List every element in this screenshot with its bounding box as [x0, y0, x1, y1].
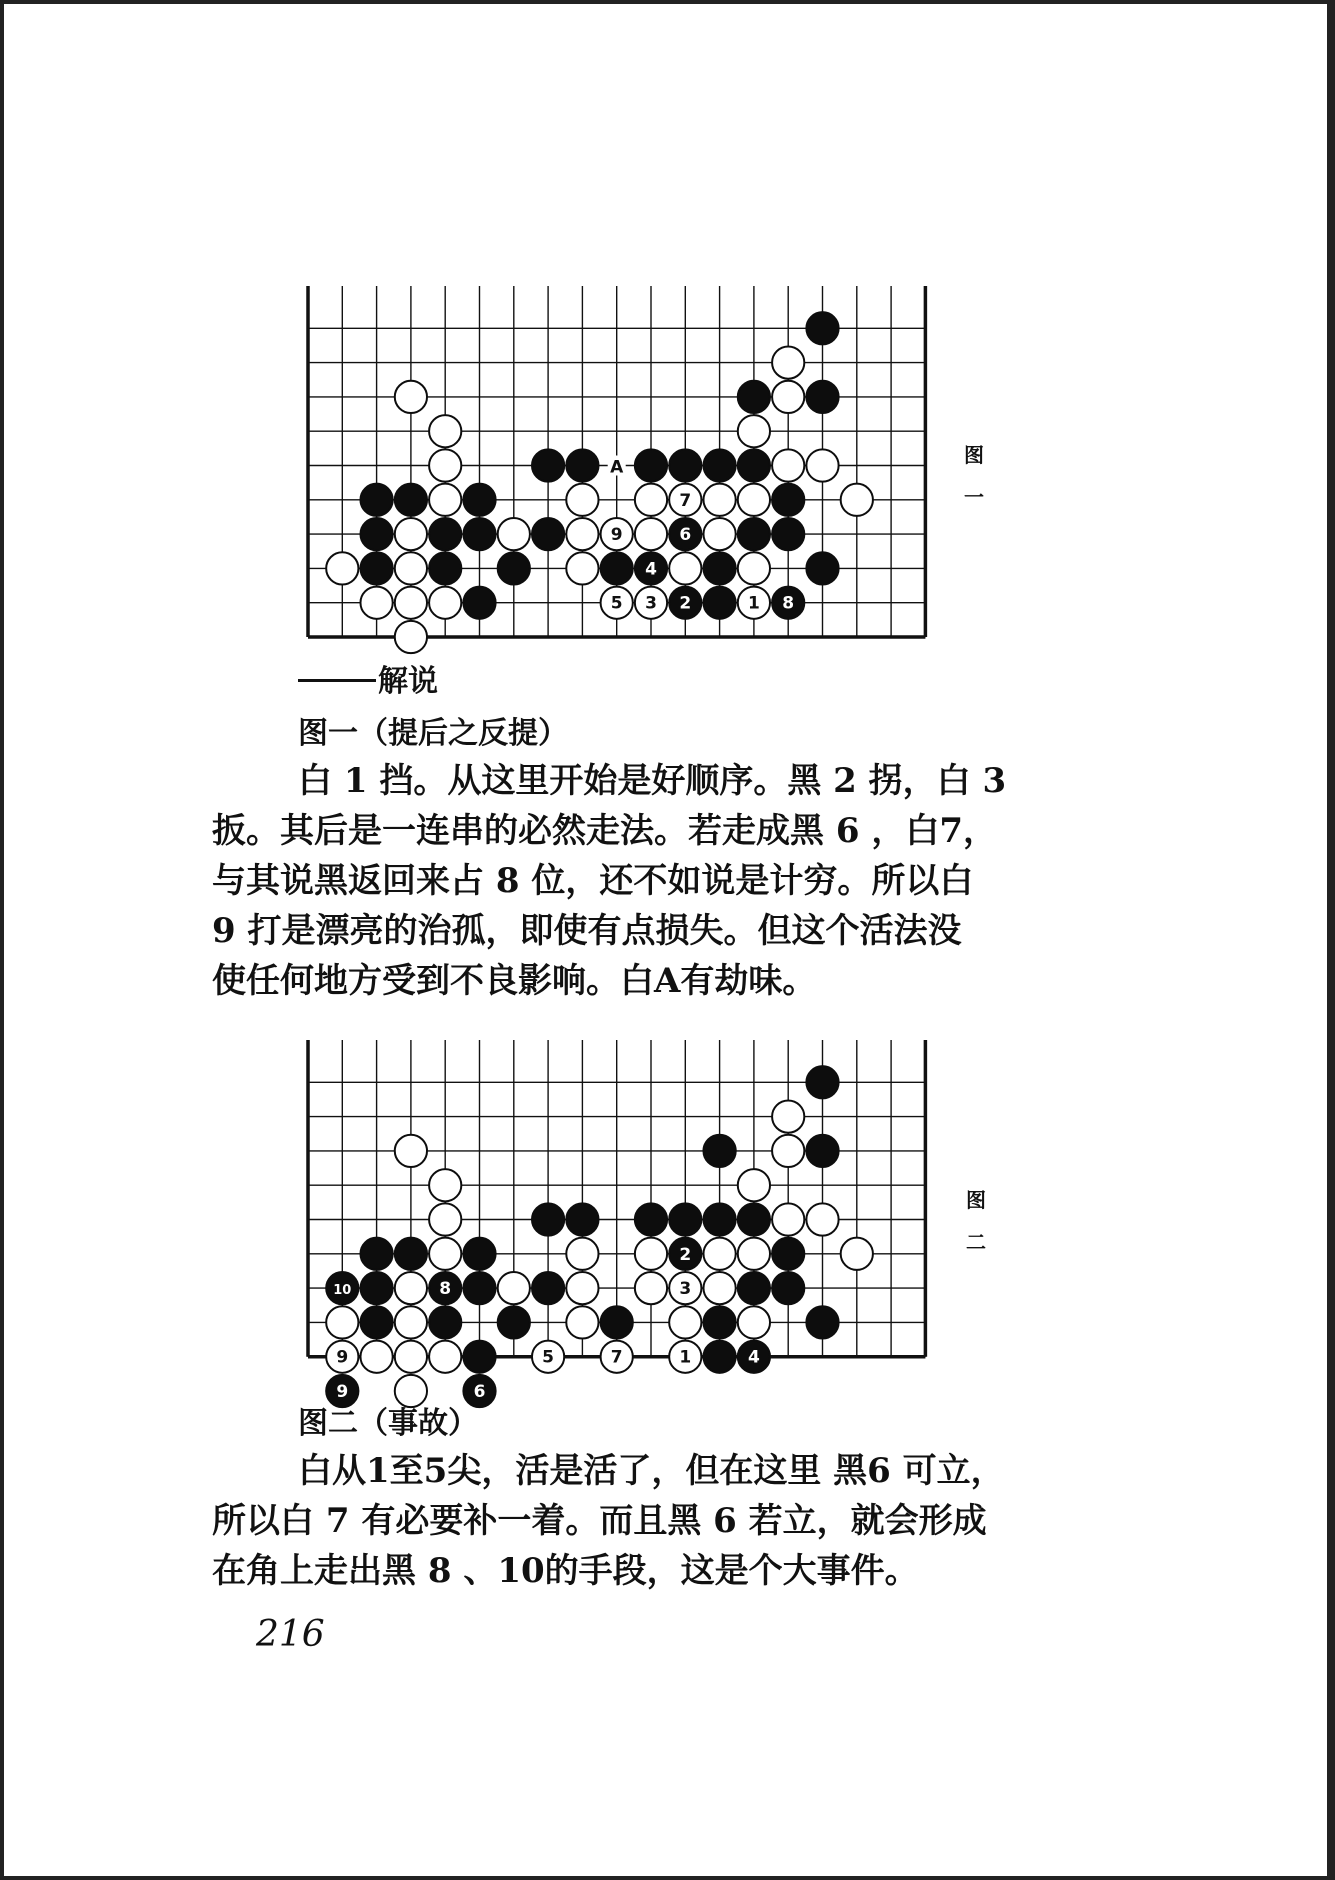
black-stone	[806, 312, 838, 344]
white-stone	[738, 1169, 770, 1201]
white-stone	[395, 1272, 427, 1304]
black-stone	[463, 518, 495, 550]
white-stone	[395, 381, 427, 413]
white-stone	[703, 484, 735, 516]
move-number: 2	[679, 593, 692, 614]
white-stone	[566, 552, 598, 584]
black-stone	[703, 1135, 735, 1167]
white-stone	[703, 1272, 735, 1304]
go-board-figure-1	[290, 286, 950, 646]
black-stone	[772, 1272, 804, 1304]
white-stone	[429, 415, 461, 447]
white-stone	[738, 484, 770, 516]
black-stone	[738, 1272, 770, 1304]
move-number: 6	[473, 1382, 486, 1402]
black-stone	[395, 1238, 427, 1270]
move-number: 4	[645, 559, 657, 580]
white-stone	[772, 1135, 804, 1167]
black-stone	[429, 518, 461, 550]
move-number: 1	[747, 593, 760, 614]
figure-1-label	[964, 445, 984, 507]
white-stone	[429, 1238, 461, 1270]
white-stone	[738, 1306, 770, 1338]
white-stone	[395, 1135, 427, 1167]
black-stone	[532, 449, 564, 481]
white-stone	[395, 621, 427, 653]
commentary-line: 与其说黑返回来占 8 位，还不如说是计穷。所以白	[212, 861, 974, 901]
black-stone	[806, 1306, 838, 1338]
white-stone	[772, 1203, 804, 1235]
black-stone	[463, 1341, 495, 1373]
page-number: 216	[256, 1614, 325, 1655]
move-number: 1	[679, 1347, 692, 1368]
white-stone	[429, 449, 461, 481]
white-stone	[738, 415, 770, 447]
black-stone	[463, 1238, 495, 1270]
white-stone	[772, 1100, 804, 1132]
white-stone	[669, 552, 701, 584]
figure-2-commentary	[212, 1446, 1005, 1596]
white-stone	[566, 484, 598, 516]
white-stone	[395, 552, 427, 584]
commentary-line: 9 打是漂亮的治孤，即使有点损失。但这个活法没	[212, 911, 962, 951]
black-stone	[635, 449, 667, 481]
white-stone	[429, 1169, 461, 1201]
white-stone	[703, 1238, 735, 1270]
black-stone	[360, 518, 392, 550]
black-stone	[669, 1203, 701, 1235]
white-stone	[635, 484, 667, 516]
black-stone	[669, 449, 701, 481]
black-stone	[532, 518, 564, 550]
white-stone	[841, 484, 873, 516]
white-stone	[669, 1306, 701, 1338]
white-stone	[772, 381, 804, 413]
commentary-line: 白从1至5尖，活是活了，但在这里 黑6 可立，	[298, 1451, 1005, 1491]
move-number: 6	[679, 525, 692, 546]
black-stone	[463, 587, 495, 619]
black-stone	[429, 552, 461, 584]
figure-1-label-line: 一	[964, 485, 984, 509]
black-stone	[703, 1203, 735, 1235]
white-stone	[772, 449, 804, 481]
black-stone	[772, 518, 804, 550]
figure-1-label-line: 图	[964, 443, 984, 467]
black-stone	[738, 1203, 770, 1235]
black-stone	[703, 587, 735, 619]
black-stone	[360, 484, 392, 516]
black-stone	[703, 449, 735, 481]
black-stone	[360, 552, 392, 584]
move-number: 7	[679, 490, 692, 511]
commentary-line: 扳。其后是一连串的必然走法。若走成黑 6 ，白7，	[212, 811, 997, 851]
move-number: 2	[679, 1244, 692, 1265]
go-board-figure-2	[290, 1040, 950, 1402]
black-stone	[360, 1272, 392, 1304]
move-number: 7	[610, 1347, 623, 1368]
white-stone	[360, 587, 392, 619]
commentary-line: 在角上走出黑 8 、10的手段，这是个大事件。	[212, 1551, 919, 1591]
white-stone	[806, 1203, 838, 1235]
black-stone	[601, 1306, 633, 1338]
move-number: 3	[645, 593, 657, 614]
move-number: 8	[782, 593, 795, 614]
figure-2-label-line: 图	[966, 1188, 986, 1212]
figure-2-label-line: 二	[966, 1230, 986, 1254]
white-stone	[429, 1341, 461, 1373]
black-stone	[703, 1306, 735, 1338]
move-number: 3	[679, 1279, 692, 1300]
move-number: 10	[333, 1283, 352, 1299]
black-stone	[566, 449, 598, 481]
black-stone	[806, 381, 838, 413]
white-stone	[635, 1272, 667, 1304]
black-stone	[772, 1238, 804, 1270]
white-stone	[429, 1203, 461, 1235]
black-stone	[738, 381, 770, 413]
move-number: 9	[336, 1382, 349, 1402]
commentary-line: 使任何地方受到不良影响。白A有劫味。	[212, 961, 817, 1001]
white-stone	[738, 1238, 770, 1270]
black-stone	[703, 552, 735, 584]
white-stone	[395, 587, 427, 619]
white-stone	[395, 1341, 427, 1373]
white-stone	[566, 1272, 598, 1304]
white-stone	[395, 518, 427, 550]
black-stone	[738, 518, 770, 550]
heading-text: 解说	[378, 664, 438, 699]
white-stone	[635, 1238, 667, 1270]
white-stone	[738, 552, 770, 584]
black-stone	[498, 1306, 530, 1338]
black-stone	[532, 1272, 564, 1304]
black-stone	[601, 552, 633, 584]
black-stone	[429, 1306, 461, 1338]
black-stone	[806, 1135, 838, 1167]
figure-1-commentary	[212, 756, 1006, 1006]
black-stone	[738, 449, 770, 481]
move-number: 5	[610, 593, 623, 614]
point-label: A	[610, 457, 624, 478]
commentary-line: 所以白 7 有必要补一着。而且黑 6 若立，就会形成	[212, 1501, 987, 1541]
black-stone	[635, 1203, 667, 1235]
move-number: 9	[610, 525, 623, 546]
white-stone	[395, 1306, 427, 1338]
white-stone	[841, 1238, 873, 1270]
black-stone	[772, 484, 804, 516]
white-stone	[772, 346, 804, 378]
white-stone	[566, 1306, 598, 1338]
move-number: 9	[336, 1347, 349, 1368]
white-stone	[429, 587, 461, 619]
black-stone	[703, 1341, 735, 1373]
white-stone	[635, 518, 667, 550]
black-stone	[532, 1203, 564, 1235]
white-stone	[360, 1341, 392, 1373]
black-stone	[566, 1203, 598, 1235]
section-heading	[298, 656, 438, 700]
move-number: 5	[542, 1347, 555, 1368]
white-stone	[566, 518, 598, 550]
white-stone	[326, 552, 358, 584]
black-stone	[360, 1306, 392, 1338]
black-stone	[498, 552, 530, 584]
white-stone	[703, 518, 735, 550]
move-number: 4	[747, 1347, 760, 1368]
move-number: 8	[439, 1279, 452, 1300]
commentary-line: 白 1 挡。从这里开始是好顺序。黑 2 拐，白 3	[298, 761, 1007, 801]
white-stone	[498, 1272, 530, 1304]
heading-dash	[298, 679, 376, 682]
white-stone	[498, 518, 530, 550]
black-stone	[806, 552, 838, 584]
white-stone	[326, 1306, 358, 1338]
figure-2-label	[966, 1190, 986, 1252]
black-stone	[395, 484, 427, 516]
black-stone	[806, 1066, 838, 1098]
white-stone	[566, 1238, 598, 1270]
figure-2-title: 图二（事故）	[298, 1406, 478, 1441]
figure-1-title: 图一（提后之反提）	[298, 716, 568, 751]
black-stone	[463, 1272, 495, 1304]
white-stone	[429, 484, 461, 516]
white-stone	[806, 449, 838, 481]
black-stone	[360, 1238, 392, 1270]
black-stone	[463, 484, 495, 516]
